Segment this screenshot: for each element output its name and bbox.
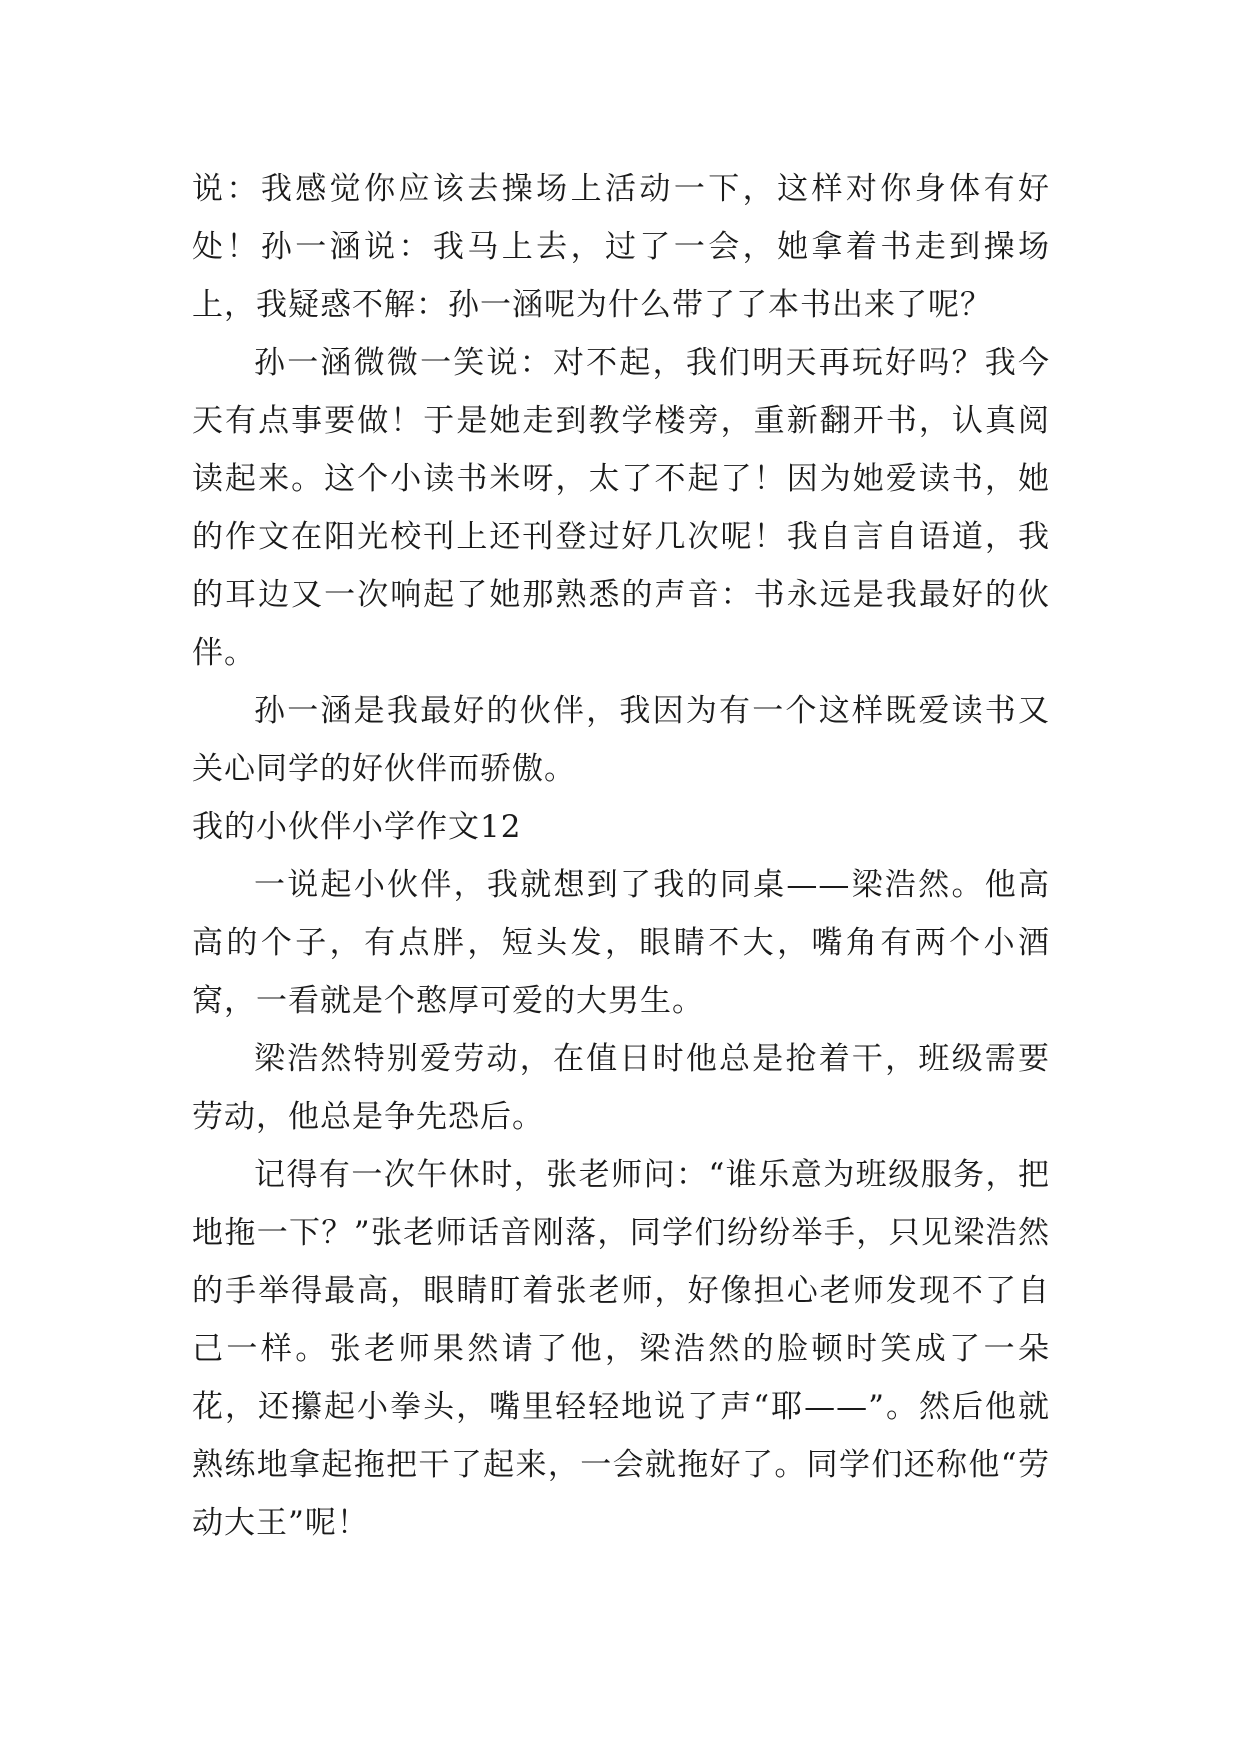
paragraph-liang-haoran-intro: 一说起小伙伴，我就想到了我的同桌——梁浩然。他高高的个子，有点胖，短头发，眼睛不大，嘴角有两个小酒窝，一看就是个憨厚可爱的大男生。: [192, 867, 1050, 1019]
paragraph-continuation: 说：我感觉你应该去操场上活动一下，这样对你身体有好处！孙一涵说：我马上去，过了一会，她拿着书走到操场上，我疑惑不解：孙一涵呢为什么带了了本书出来了呢？: [192, 171, 1050, 323]
paragraph-liang-haoran-story: 记得有一次午休时，张老师问：“谁乐意为班级服务，把地拖一下？”张老师话音刚落，同学们纷纷举手，只见梁浩然的手举得最高，眼睛盯着张老师，好像担心老师发现不了自己一样。张老师果然请了他，梁浩然的脸顿时笑成了一朵花，还攥起小拳头，嘴里轻轻地说了声“耶——”。然后他就熟练地拿起拖把干了起来，一会就拖好了。同学们还称他“劳动大王”呢！: [192, 1157, 1050, 1541]
paragraph-sun-yihan-conclusion: 孙一涵是我最好的伙伴，我因为有一个这样既爱读书又关心同学的好伙伴而骄傲。: [192, 693, 1050, 787]
paragraph-sun-yihan-smile: 孙一涵微微一笑说：对不起，我们明天再玩好吗？我今天有点事要做！于是她走到教学楼旁，重新翻开书，认真阅读起来。这个小读书米呀，太了不起了！因为她爱读书，她的作文在阳光校刊上还刊登过好几次呢！我自言自语道，我的耳边又一次响起了她那熟悉的声音：书永远是我最好的伙伴。: [192, 345, 1050, 671]
paragraph-liang-haoran-labor: 梁浩然特别爱劳动，在值日时他总是抢着干，班级需要劳动，他总是争先恐后。: [192, 1041, 1050, 1135]
document-body: [192, 160, 1050, 1552]
section-heading: 我的小伙伴小学作文12: [192, 809, 522, 845]
